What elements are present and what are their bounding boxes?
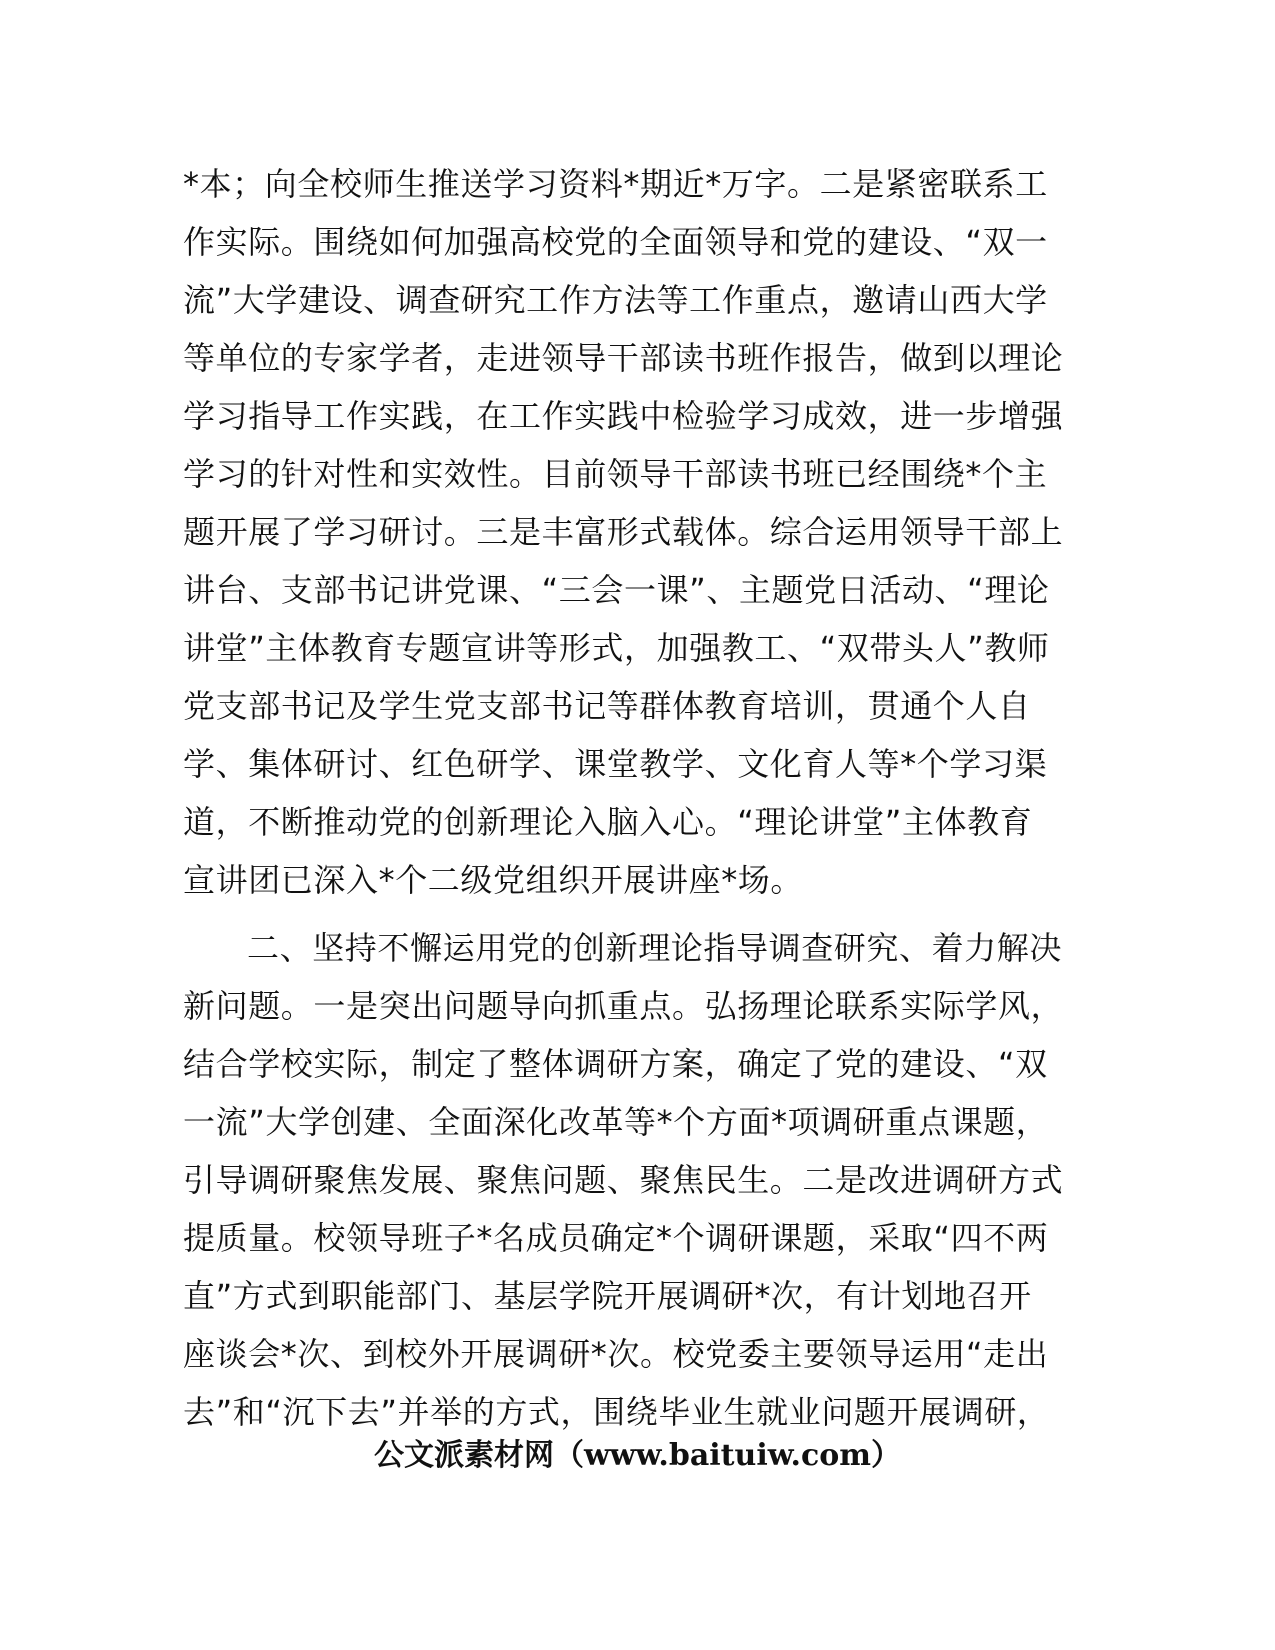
footer-watermark-text: 公文派素材网（www.baituiw.com）	[373, 1438, 902, 1473]
text-line: 道，不断推动党的创新理论入脑入心。“理论讲堂”主体教育	[183, 803, 1033, 841]
paragraph-spacer	[183, 909, 1083, 919]
text-line: 提质量。校领导班子*名成员确定*个调研课题，采取“四不两	[183, 1219, 1049, 1257]
text-line: 讲台、支部书记讲党课、“三会一课”、主题党日活动、“理论	[183, 571, 1050, 609]
text-line: 结合学校实际，制定了整体调研方案，确定了党的建设、“双	[183, 1045, 1048, 1083]
paragraph-1	[183, 155, 1083, 909]
text-line: *本；向全校师生推送学习资料*期近*万字。二是紧密联系工	[183, 165, 1048, 203]
text-line: 题开展了学习研讨。三是丰富形式载体。综合运用领导干部上	[183, 513, 1064, 551]
text-line: 引导调研聚焦发展、聚焦问题、聚焦民生。二是改进调研方式	[183, 1161, 1064, 1199]
text-line: 座谈会*次、到校外开展调研*次。校党委主要领导运用“走出	[183, 1335, 1049, 1373]
text-line: 宣讲团已深入*个二级党组织开展讲座*场。	[183, 861, 804, 899]
text-line: 去”和“沉下去”并举的方式，围绕毕业生就业问题开展调研，	[183, 1393, 1050, 1431]
text-line: 一流”大学创建、全面深化改革等*个方面*项调研重点课题，	[183, 1103, 1049, 1141]
text-line: 新问题。一是突出问题导向抓重点。弘扬理论联系实际学风，	[183, 987, 1064, 1025]
text-line: 党支部书记及学生党支部书记等群体教育培训，贯通个人自	[183, 687, 1031, 725]
paragraph-2	[183, 919, 1083, 1441]
text-line: 二、坚持不懈运用党的创新理论指导调查研究、着力解决	[247, 929, 1063, 967]
text-line: 流”大学建设、调查研究工作方法等工作重点，邀请山西大学	[183, 281, 1048, 319]
text-line: 作实际。围绕如何加强高校党的全面领导和党的建设、“双一	[183, 223, 1048, 261]
body-text	[183, 155, 1083, 1441]
text-line: 学、集体研讨、红色研学、课堂教学、文化育人等*个学习渠	[183, 745, 1048, 783]
text-line: 直”方式到职能部门、基层学院开展调研*次，有计划地召开	[183, 1277, 1032, 1315]
text-line: 学习指导工作实践，在工作实践中检验学习成效，进一步增强	[183, 397, 1064, 435]
text-line: 学习的针对性和实效性。目前领导干部读书班已经围绕*个主	[183, 455, 1048, 493]
text-line: 等单位的专家学者，走进领导干部读书班作报告，做到以理论	[183, 339, 1064, 377]
text-line: 讲堂”主体教育专题宣讲等形式，加强教工、“双带头人”教师	[183, 629, 1050, 667]
